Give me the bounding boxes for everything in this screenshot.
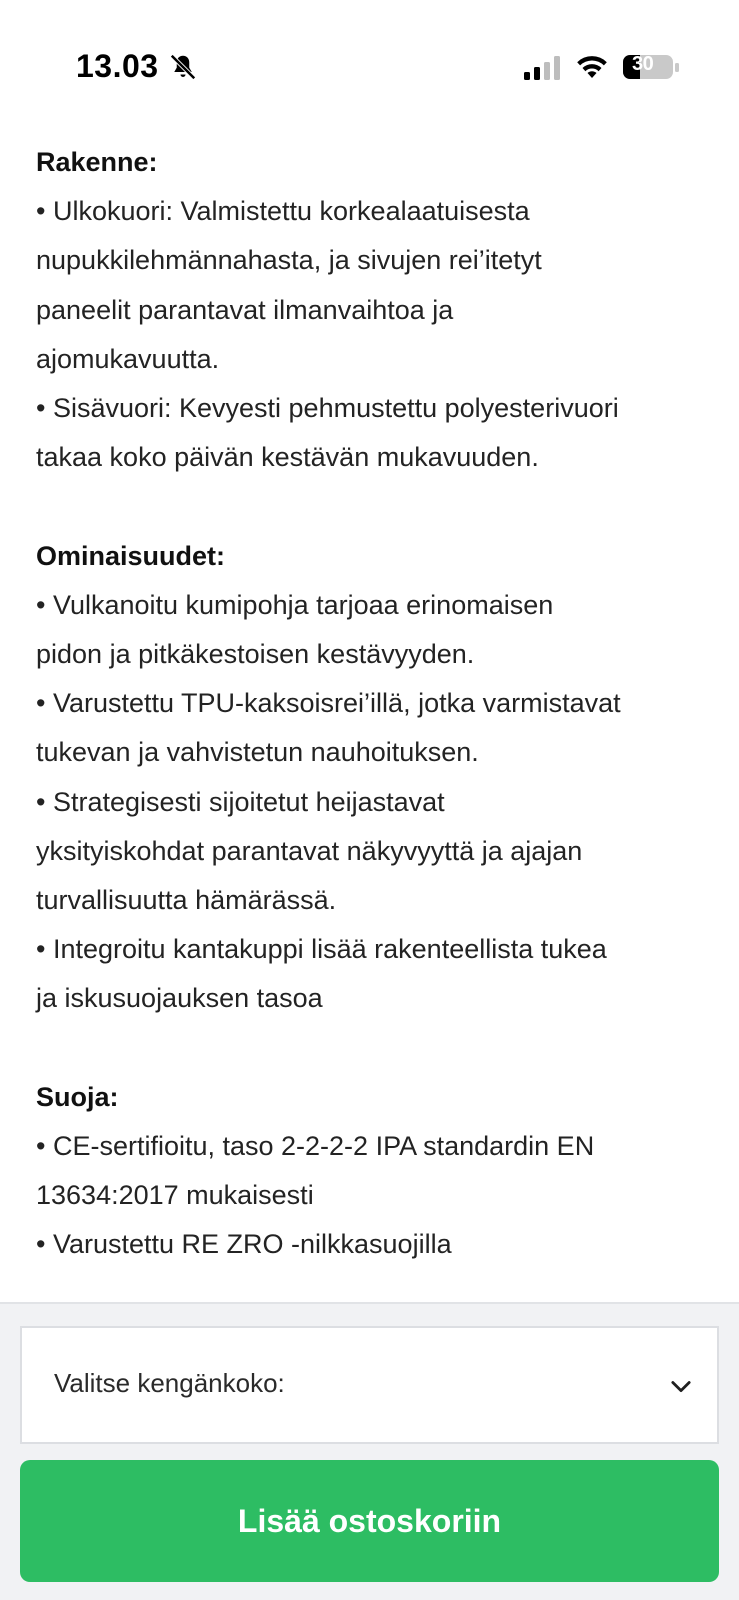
section-title-suoja: Suoja: <box>36 1081 119 1112</box>
shoe-size-select[interactable] <box>20 1326 719 1444</box>
description-line: yksityiskohdat parantavat näkyvyyttä ja ajajan <box>36 835 583 866</box>
description-line: • Strategisesti sijoitetut heijastavat <box>36 786 445 817</box>
purchase-panel <box>0 1302 739 1600</box>
description-line: turvallisuutta hämärässä. <box>36 885 337 916</box>
description-line: • Ulkokuori: Valmistettu korkealaatuisesta <box>36 196 530 227</box>
section-spacer <box>36 482 716 531</box>
section-spacer <box>36 1024 716 1073</box>
section-title-rakenne: Rakenne: <box>36 147 158 177</box>
shoe-size-select-label: Valitse kengänkoko: <box>54 1368 285 1398</box>
description-line: nupukkilehmännahasta, ja sivujen rei’itetyt <box>36 245 542 276</box>
status-time: 13.03 <box>76 48 159 84</box>
status-bar <box>0 0 739 120</box>
description-line: • Varustettu TPU-kaksoisrei’illä, jotka varmistavat <box>36 688 621 719</box>
description-line: • Sisävuori: Kevyesti pehmustettu polyesterivuori <box>36 393 619 424</box>
description-line: • Integroitu kantakuppi lisää rakenteellista tukea <box>36 934 607 965</box>
description-line: tukevan ja vahvistetun nauhoituksen. <box>36 737 479 768</box>
chevron-down-icon <box>667 1372 695 1400</box>
wifi-icon <box>574 52 610 80</box>
description-line: ja iskusuojauksen tasoa <box>36 983 323 1014</box>
description-line: • Vulkanoitu kumipohja tarjoaa erinomaisen <box>36 589 554 620</box>
description-line: • Varustettu RE ZRO -nilkkasuojilla <box>36 1229 452 1260</box>
add-to-cart-label: Lisää ostoskoriin <box>237 1502 502 1539</box>
section-title-ominaisuudet: Ominaisuudet: <box>36 540 226 571</box>
description-line: takaa koko päivän kestävän mukavuuden. <box>36 442 539 473</box>
description-line: pidon ja pitkäkestoisen kestävyyden. <box>36 639 475 670</box>
description-line: 13634:2017 mukaisesti <box>36 1180 314 1211</box>
description-line: ajomukavuutta. <box>36 343 220 374</box>
product-description <box>36 138 716 1270</box>
add-to-cart-button[interactable] <box>20 1460 719 1582</box>
battery-level: 30 <box>632 53 654 75</box>
bell-muted-icon <box>168 52 198 82</box>
description-line: paneelit parantavat ilmanvaihtoa ja <box>36 294 454 325</box>
cellular-signal-icon <box>524 56 564 80</box>
description-line: • CE-sertifioitu, taso 2-2-2-2 IPA standardin EN <box>36 1131 595 1162</box>
